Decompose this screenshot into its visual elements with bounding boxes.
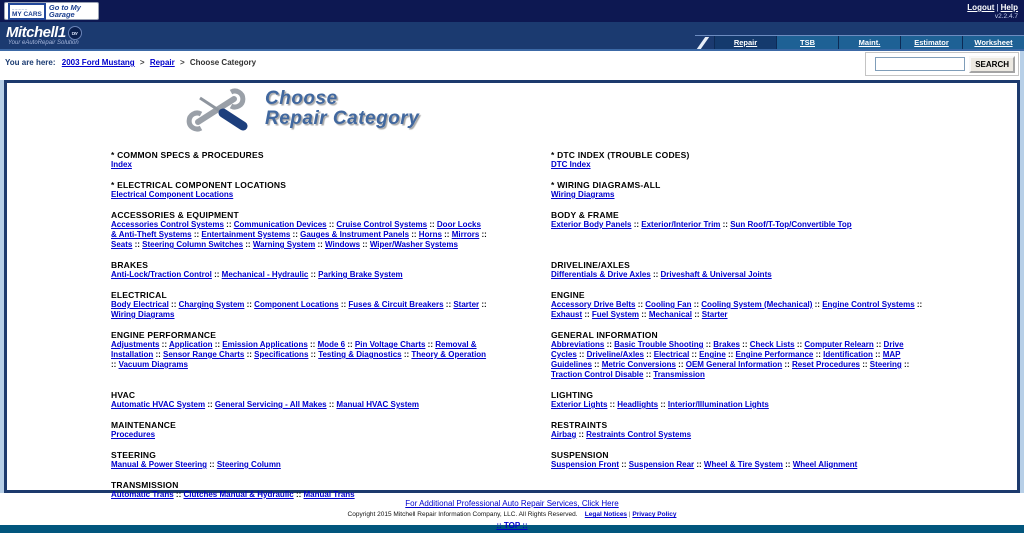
divider: | [996, 3, 999, 12]
link-separator: :: [159, 340, 169, 349]
category-link[interactable]: Manual Trans [303, 490, 355, 499]
category-links [111, 460, 487, 470]
version-label: v2.2.4.7 [994, 13, 1018, 20]
category-link[interactable]: Abbreviations [551, 340, 605, 349]
category-link[interactable]: Removal & Installation [111, 340, 477, 359]
link-separator: :: [739, 340, 750, 349]
category-cell [111, 290, 551, 330]
category-link[interactable]: Exhaust [551, 310, 583, 319]
category-link[interactable]: Manual HVAC System [336, 400, 419, 409]
category-cell [111, 150, 551, 180]
category-link[interactable]: Door Locks & Anti-Theft Systems [111, 220, 481, 239]
category-cell [111, 330, 551, 390]
category-cell [551, 330, 971, 390]
category-link[interactable]: Gauges & Instrument Panels [300, 230, 410, 239]
category-links [551, 340, 927, 380]
top-link[interactable]: :: TOP :: [496, 521, 528, 530]
link-separator: :: [308, 270, 319, 279]
category-table [111, 150, 971, 510]
link-separator: :: [315, 240, 325, 249]
category-link[interactable]: Wheel & Tire System [703, 460, 783, 469]
link-separator: :: [720, 220, 731, 229]
category-links [111, 340, 487, 370]
mitchell1-logo: Mitchell1 DIY [6, 24, 82, 41]
category-cell [111, 260, 551, 290]
link-separator: :: [153, 350, 164, 359]
link-separator: :: [360, 240, 370, 249]
tab-worksheet[interactable]: Worksheet [962, 36, 1024, 49]
link-separator: :: [872, 350, 883, 359]
category-link[interactable]: Suspension Front [551, 460, 619, 469]
link-separator: :: [650, 270, 661, 279]
category-links [111, 430, 487, 440]
link-separator: :: [443, 300, 454, 309]
category-cell [551, 180, 971, 210]
link-separator: :: [479, 300, 487, 309]
brand-bar [0, 22, 1024, 49]
link-separator: :: [914, 300, 923, 309]
category-link[interactable]: Specifications [254, 350, 309, 359]
category-heading: ENGINE PERFORMANCE [111, 330, 217, 340]
category-row [111, 180, 971, 210]
logout-link[interactable]: Logout [967, 3, 995, 12]
link-separator: :: [244, 300, 255, 309]
category-heading: LIGHTING [551, 390, 594, 400]
category-heading: * WIRING DIAGRAMS-ALL [551, 180, 661, 190]
category-link[interactable]: Driveshaft & Universal Joints [660, 270, 772, 279]
brand-tagline: Your eAutoRepair Solution [8, 40, 79, 46]
link-separator: :: [132, 240, 143, 249]
category-link[interactable]: Engine Control Systems [822, 300, 915, 309]
category-link[interactable]: Wiring Diagrams [111, 310, 175, 319]
link-separator: :: [631, 220, 642, 229]
link-separator: :: [345, 340, 355, 349]
category-link[interactable]: Horns [418, 230, 442, 239]
category-link[interactable]: Manual & Power Steering [111, 460, 208, 469]
category-link[interactable]: Clutches Manual & Hydraulic [183, 490, 294, 499]
link-separator: :: [643, 370, 654, 379]
category-cell [551, 420, 971, 450]
category-link[interactable]: Check Lists [749, 340, 795, 349]
category-heading: ACCESSORIES & EQUIPMENT [111, 210, 239, 220]
link-separator: :: [591, 360, 602, 369]
link-separator: :: [639, 310, 649, 319]
diy-badge-icon: DIY [68, 26, 82, 40]
category-link[interactable]: Wiper/Washer Systems [369, 240, 458, 249]
category-links [111, 220, 487, 250]
category-link[interactable]: Mechanical - Hydraulic [221, 270, 309, 279]
category-link[interactable]: Mirrors [451, 230, 480, 239]
category-link[interactable]: Basic Trouble Shooting [614, 340, 704, 349]
copyright-line [0, 510, 1024, 519]
category-heading: * COMMON SPECS & PROCEDURES [111, 150, 264, 160]
category-link[interactable]: Warning System [252, 240, 316, 249]
copyright-text: Copyright 2015 Mitchell Repair Information Company, LLC. All Rights Reserved. [347, 511, 578, 518]
link-separator: :: [479, 230, 487, 239]
link-separator: :: [308, 350, 319, 359]
category-link[interactable]: Airbag [551, 430, 577, 439]
category-link[interactable]: Electrical Component Locations [111, 190, 234, 199]
category-heading: SUSPENSION [551, 450, 609, 460]
category-link[interactable]: Engine Performance [735, 350, 814, 359]
category-link[interactable]: Starter [701, 310, 728, 319]
page-title: Choose Repair Category [265, 88, 420, 129]
category-link[interactable]: Interior/Illumination Lights [667, 400, 769, 409]
category-links [111, 190, 487, 200]
breadcrumb-separator: > [179, 58, 185, 67]
category-link[interactable]: Pin Voltage Charts [354, 340, 426, 349]
category-link[interactable]: Vacuum Diagrams [118, 360, 188, 369]
page-title-row [187, 87, 1017, 135]
category-link[interactable]: Fuel System [591, 310, 640, 319]
divider: | [628, 511, 631, 518]
category-link[interactable]: Transmission [653, 370, 705, 379]
tab-bar [695, 35, 1024, 49]
category-link[interactable]: Cooling System (Mechanical) [701, 300, 813, 309]
tab-tsb[interactable]: TSB [776, 36, 838, 49]
category-link[interactable]: Engine [699, 350, 726, 359]
category-link[interactable]: Differentials & Drive Axles [551, 270, 651, 279]
help-link[interactable]: Help [1000, 3, 1018, 12]
category-link[interactable]: OEM General Information [685, 360, 783, 369]
category-heading: * ELECTRICAL COMPONENT LOCATIONS [111, 180, 287, 190]
category-heading: STEERING [111, 450, 157, 460]
category-cell [551, 260, 971, 290]
category-link[interactable]: Steering Column Switches [142, 240, 244, 249]
category-links [111, 300, 487, 320]
category-row [111, 330, 971, 390]
category-row [111, 260, 971, 290]
link-separator: :: [244, 350, 255, 359]
link-separator: :: [290, 230, 301, 239]
category-link[interactable]: Cruise Control Systems [336, 220, 428, 229]
content-box [4, 80, 1020, 499]
crossed-tools-icon [187, 87, 249, 133]
category-link[interactable]: Cooling Fan [645, 300, 692, 309]
category-heading: ENGINE [551, 290, 585, 300]
category-link[interactable]: Automatic Trans [111, 490, 174, 499]
category-link[interactable]: Driveline/Axles [586, 350, 644, 359]
link-separator: :: [813, 350, 824, 359]
additional-services-link[interactable]: For Additional Professional Auto Repair Services, Click Here [405, 499, 619, 508]
category-cell [551, 450, 971, 480]
category-link[interactable]: Communication Devices [233, 220, 327, 229]
link-separator: :: [441, 230, 452, 239]
category-heading: BRAKES [111, 260, 149, 270]
category-link[interactable]: MAP Guidelines [551, 350, 901, 369]
category-cell [551, 150, 971, 180]
link-separator: :: [211, 270, 222, 279]
category-link[interactable]: Procedures [111, 430, 156, 439]
category-heading: RESTRAINTS [551, 420, 608, 430]
category-heading: GENERAL INFORMATION [551, 330, 658, 340]
category-heading: BODY & FRAME [551, 210, 619, 220]
category-links [111, 400, 487, 410]
link-separator: :: [901, 360, 910, 369]
category-cell [111, 210, 551, 260]
link-separator: :: [703, 340, 714, 349]
breadcrumb-separator: > [139, 58, 145, 67]
page-edge-decoration [1020, 51, 1024, 82]
search-input[interactable] [875, 57, 965, 71]
category-links [111, 160, 487, 170]
link-separator: :: [191, 230, 202, 239]
category-link[interactable]: Parking Brake System [318, 270, 403, 279]
link-separator: :: [223, 220, 234, 229]
legal-notices-link[interactable]: Legal Notices [584, 511, 628, 518]
category-link[interactable]: Emission Applications [222, 340, 308, 349]
category-heading: TRANSMISSION [111, 480, 179, 490]
category-row [111, 450, 971, 480]
link-separator: :: [604, 340, 615, 349]
category-link[interactable]: Sun Roof/T-Top/Convertible Top [730, 220, 852, 229]
link-separator: :: [293, 490, 304, 499]
category-cell [551, 210, 971, 260]
category-links [551, 270, 927, 280]
category-row [111, 150, 971, 180]
category-link[interactable]: Wiring Diagrams [551, 190, 615, 199]
category-heading: MAINTENANCE [111, 420, 177, 430]
link-separator: :: [168, 300, 179, 309]
link-separator: :: [326, 220, 337, 229]
category-link[interactable]: Seats [111, 240, 133, 249]
breadcrumb-vehicle-link[interactable]: 2003 Ford Mustang [61, 58, 135, 67]
category-cell [111, 450, 551, 480]
link-separator: :: [243, 240, 253, 249]
link-separator: :: [725, 350, 736, 359]
link-separator: :: [307, 340, 318, 349]
link-separator: :: [111, 360, 119, 369]
category-links [551, 400, 927, 410]
category-cell [111, 420, 551, 450]
category-row [111, 390, 971, 420]
category-link[interactable]: Testing & Diagnostics [318, 350, 402, 359]
category-link[interactable]: Index [111, 160, 132, 169]
category-link[interactable]: Mechanical [648, 310, 692, 319]
category-link[interactable]: Body Electrical [111, 300, 169, 309]
link-separator: :: [619, 460, 629, 469]
link-separator: :: [576, 350, 587, 359]
go-to-my-garage-button[interactable] [4, 2, 99, 20]
category-link[interactable]: DTC Index [551, 160, 591, 169]
category-link[interactable]: General Servicing - All Makes [214, 400, 327, 409]
link-separator: :: [643, 350, 654, 359]
category-links [551, 190, 927, 200]
category-row [111, 210, 971, 260]
search-button[interactable]: SEARCH [969, 56, 1015, 73]
link-separator: :: [694, 460, 704, 469]
category-link[interactable]: Sensor Range Charts [163, 350, 245, 359]
breadcrumb-band [0, 49, 1024, 80]
link-separator: :: [691, 310, 702, 319]
tab-estimator[interactable]: Estimator [900, 36, 962, 49]
category-links [551, 460, 927, 470]
category-link[interactable]: Wheel Alignment [792, 460, 858, 469]
go-to-garage-label: Go to My Garage [48, 2, 81, 19]
category-link[interactable]: Exterior Lights [551, 400, 608, 409]
category-link[interactable]: Metric Conversions [601, 360, 676, 369]
tab-repair[interactable]: Repair [714, 36, 776, 49]
top-bar [0, 0, 1024, 22]
category-cell [551, 390, 971, 420]
tab-maint[interactable]: Maint. [838, 36, 900, 49]
category-link[interactable]: Application [168, 340, 213, 349]
category-link[interactable]: Entertainment Systems [201, 230, 291, 239]
category-link[interactable]: Restraints Control Systems [586, 430, 692, 439]
link-separator: :: [689, 350, 700, 359]
category-link[interactable]: Component Locations [254, 300, 339, 309]
category-heading: DRIVELINE/AXLES [551, 260, 631, 270]
link-separator: :: [425, 340, 436, 349]
category-link[interactable]: Fuses & Circuit Breakers [348, 300, 444, 309]
category-link[interactable]: Windows [325, 240, 361, 249]
category-cell [111, 180, 551, 210]
link-separator: :: [205, 400, 215, 409]
category-link[interactable]: Automatic HVAC System [111, 400, 206, 409]
link-separator: :: [794, 340, 805, 349]
breadcrumb [5, 58, 256, 67]
category-heading: HVAC [111, 390, 136, 400]
category-links [551, 430, 927, 440]
slash-decoration-icon [697, 37, 709, 49]
my-cars-plate-icon: ‒‒‒‒‒ MY CARS [8, 3, 46, 20]
category-link[interactable]: Steering [869, 360, 902, 369]
link-separator: :: [427, 220, 437, 229]
link-separator: :: [782, 360, 792, 369]
main-area [0, 80, 1024, 499]
category-links [551, 220, 927, 230]
category-link[interactable]: Accessory Drive Belts [551, 300, 636, 309]
category-link[interactable]: Traction Control Disable [551, 370, 644, 379]
category-link[interactable]: Headlights [617, 400, 659, 409]
breadcrumb-prefix: You are here: [5, 58, 56, 67]
link-separator: :: [782, 460, 793, 469]
link-separator: :: [212, 340, 223, 349]
category-link[interactable]: Drive Cycles [551, 340, 904, 359]
link-separator: :: [409, 230, 419, 239]
link-separator: :: [607, 400, 618, 409]
category-link[interactable]: Steering Column [216, 460, 281, 469]
category-link[interactable]: Suspension Rear [628, 460, 695, 469]
link-separator: :: [675, 360, 686, 369]
category-link[interactable]: Brakes [713, 340, 740, 349]
category-links [551, 160, 927, 170]
session-links [967, 3, 1018, 12]
category-link[interactable]: Exterior/Interior Trim [641, 220, 721, 229]
category-heading: * DTC INDEX (TROUBLE CODES) [551, 150, 690, 160]
category-link[interactable]: Identification [823, 350, 873, 359]
category-links [111, 270, 487, 280]
category-link[interactable]: Electrical [653, 350, 690, 359]
category-link[interactable]: Computer Relearn [804, 340, 874, 349]
category-heading: ELECTRICAL [111, 290, 167, 300]
link-separator: :: [326, 400, 337, 409]
category-row [111, 290, 971, 330]
link-separator: :: [812, 300, 823, 309]
link-separator: :: [173, 490, 184, 499]
category-link[interactable]: Anti-Lock/Traction Control [111, 270, 212, 279]
link-separator: :: [338, 300, 349, 309]
link-separator: :: [401, 350, 412, 359]
category-link[interactable]: Reset Procedures [791, 360, 860, 369]
category-link[interactable]: Charging System [178, 300, 245, 309]
category-link[interactable]: Accessories Control Systems [111, 220, 224, 229]
link-separator: :: [635, 300, 646, 309]
privacy-policy-link[interactable]: Privacy Policy [632, 511, 677, 518]
link-separator: :: [576, 430, 587, 439]
link-separator: :: [582, 310, 592, 319]
category-row [111, 420, 971, 450]
link-separator: :: [691, 300, 702, 309]
category-link[interactable]: Starter [453, 300, 480, 309]
category-link[interactable]: Mode 6 [317, 340, 346, 349]
link-separator: :: [207, 460, 217, 469]
category-links [551, 300, 927, 320]
category-cell [111, 390, 551, 420]
breadcrumb-repair-link[interactable]: Repair [149, 58, 175, 67]
category-link[interactable]: Theory & Operation [411, 350, 487, 359]
link-separator: :: [873, 340, 884, 349]
link-separator: :: [860, 360, 870, 369]
category-cell [551, 290, 971, 330]
category-link[interactable]: Exterior Body Panels [551, 220, 632, 229]
search-box [865, 52, 1019, 76]
breadcrumb-current: Choose Category [189, 58, 257, 67]
category-link[interactable]: Adjustments [111, 340, 160, 349]
link-separator: :: [658, 400, 668, 409]
